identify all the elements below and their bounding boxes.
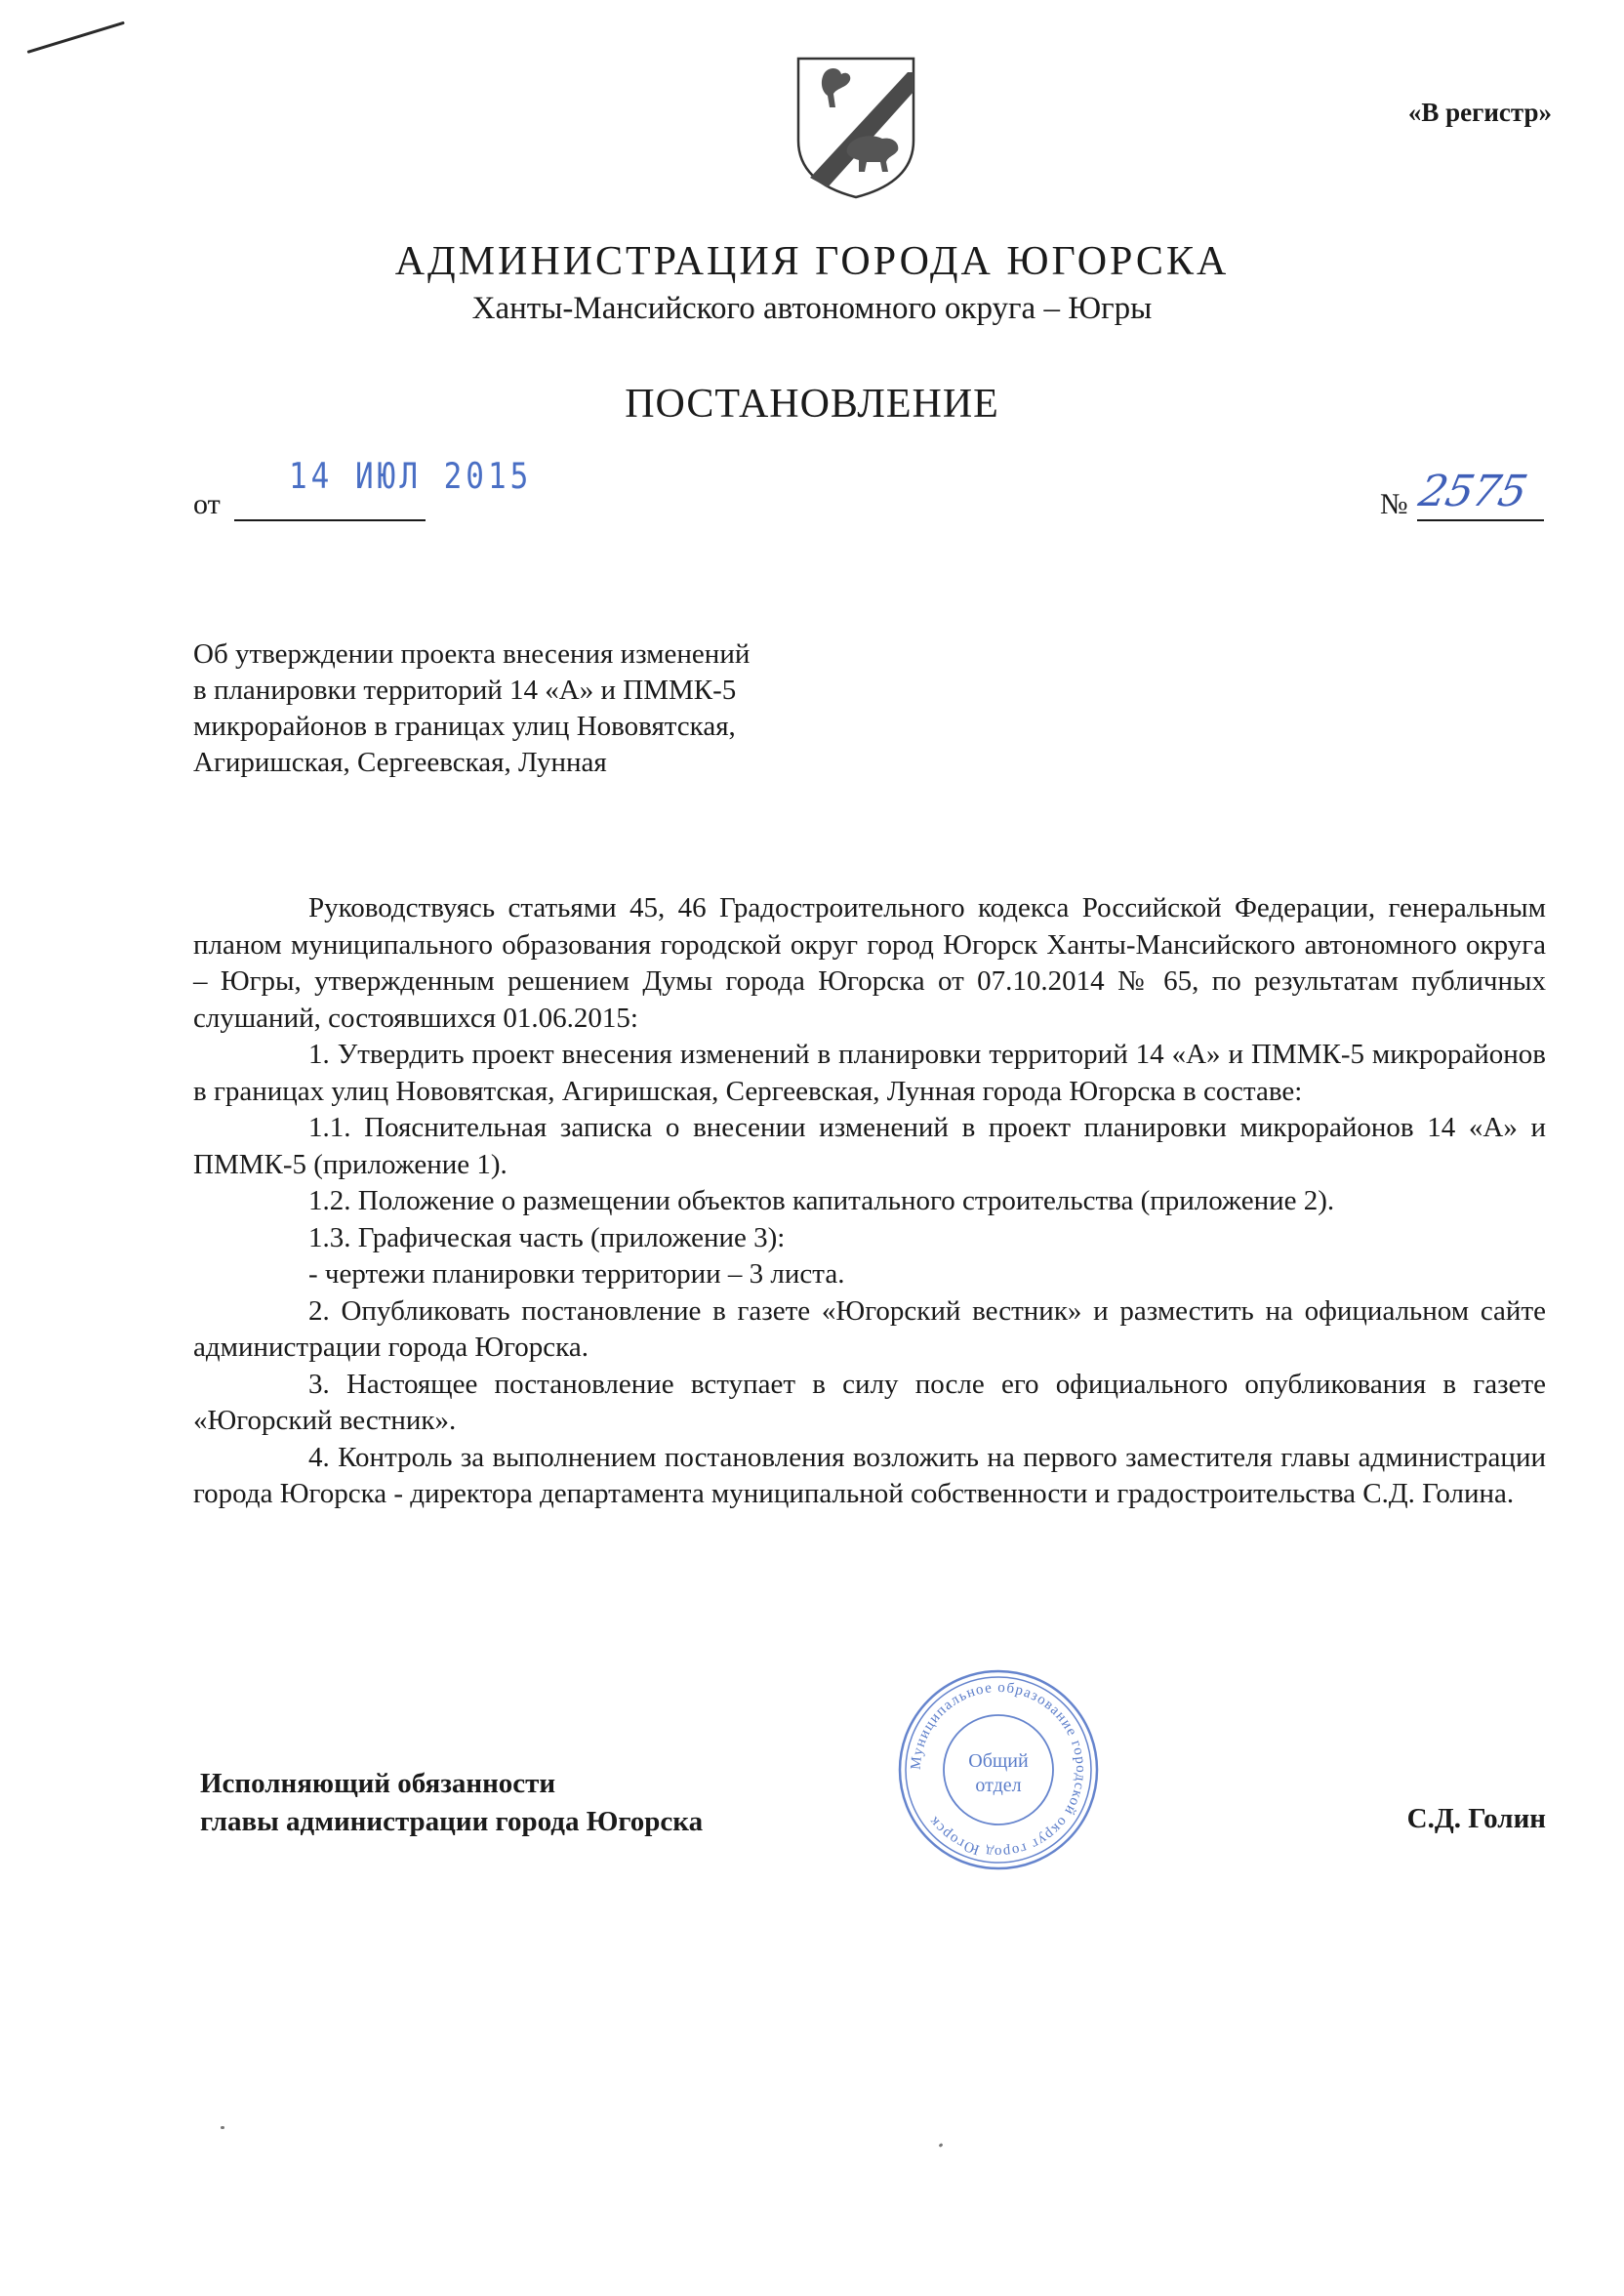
document-subject [193, 636, 876, 781]
number-prefix: № [1380, 488, 1408, 520]
subject-line: Агиришская, Сергеевская, Лунная [193, 747, 607, 778]
body-paragraph: 1.1. Пояснительная записка о внесении изменений в проект планировки микрорайонов 14 «А» и ПММК-5 (приложение 1). [193, 1112, 1546, 1180]
body-paragraph: 4. Контроль за выполнением постановления возложить на первого заместителя главы администрации города Югорска - директора департамента муниципальной собственности и градостроительства С.Д. Голина. [193, 1441, 1546, 1509]
body-paragraph: 2. Опубликовать постановление в газете «Югорский вестник» и разместить на официальном сайте администрации города Югорска. [193, 1294, 1546, 1363]
signatory-name: С.Д. Голин [1406, 1803, 1546, 1834]
scan-mark [27, 21, 125, 54]
signatory-title-line: главы администрации города Югорска [200, 1806, 704, 1837]
document-number: 2575 [1414, 467, 1531, 516]
coat-of-arms-icon [792, 55, 919, 199]
date-stamp: 14 ИЮЛ 2015 [289, 455, 533, 498]
signatory-title [200, 1765, 703, 1841]
scan-speck [939, 2143, 944, 2148]
body-paragraph: 3. Настоящее постановление вступает в силу после его официального опубликования в газете «Югорский вестник». [193, 1368, 1546, 1436]
subject-line: Об утверждении проекта внесения изменений [193, 638, 751, 670]
seal-center-line: Общий [968, 1750, 1029, 1772]
document-type: ПОСТАНОВЛЕНИЕ [625, 382, 999, 427]
body-paragraph: 1. Утвердить проект внесения изменений в планировки территорий 14 «А» и ПММК-5 микрорайонов в границах улиц Нововятская, Агиришская, Сергеевская, Лунная города Югорска в составе: [193, 1039, 1546, 1107]
signatory-title-line: Исполняющий обязанности [200, 1768, 556, 1799]
date-prefix: от [193, 488, 221, 520]
body-paragraph: 1.3. Графическая часть (приложение 3): [308, 1221, 786, 1253]
subject-line: микрорайонов в границах улиц Нововятская, [193, 711, 736, 742]
number-underline [1417, 519, 1544, 521]
seal-center-line: отдел [975, 1775, 1022, 1796]
subject-line: в планировки территорий 14 «А» и ПММК-5 [193, 675, 737, 706]
org-region: Ханты-Мансийского автономного округа – Югры [471, 291, 1153, 326]
body-paragraph: Руководствуясь статьями 45, 46 Градостроительного кодекса Российской Федерации, генеральным планом муниципального образования городской округ город Югорск Ханты-Мансийского автономного округа – Югры, утвержденным решением Думы города Югорска от 07.10.2014 № 65, по результатам публичных слушаний, состоявшихся 01.06.2015: [193, 892, 1546, 1034]
body-paragraph: - чертежи планировки территории – 3 листа. [308, 1258, 845, 1290]
scan-speck [221, 2126, 224, 2129]
date-underline [234, 519, 426, 521]
org-name: АДМИНИСТРАЦИЯ ГОРОДА ЮГОРСКА [394, 239, 1230, 284]
seal-ring-text: Муниципальное образование городской округ город Югорск [908, 1679, 1089, 1861]
body-paragraph: 1.2. Положение о размещении объектов капитального строительства (приложение 2). [308, 1185, 1335, 1216]
registry-mark: «В регистр» [1407, 98, 1552, 127]
official-seal [895, 1666, 1102, 1873]
document-body [193, 890, 1546, 1513]
